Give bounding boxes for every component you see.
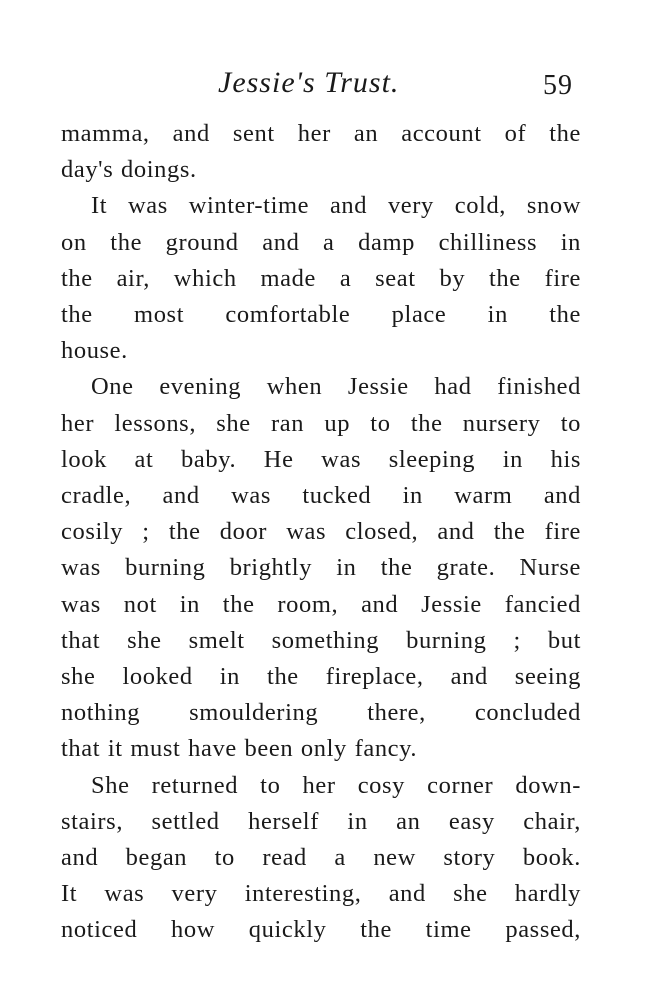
running-title: Jessie's Trust. (218, 66, 400, 99)
page-header (0, 66, 653, 106)
paragraph (61, 768, 581, 949)
text-line: cradle, and was tucked in warm and (61, 482, 581, 510)
paragraph (61, 369, 581, 767)
text-line: day's doings. (61, 156, 197, 184)
paragraph (61, 116, 581, 188)
text-line: was not in the room, and Jessie fancied (61, 590, 581, 618)
paragraph (61, 188, 581, 369)
text-line: It was very interesting, and she hardly (61, 880, 581, 908)
text-line: nothing smouldering there, concluded (61, 699, 581, 727)
text-line: stairs, settled herself in an easy chair, (61, 807, 581, 835)
text-line: the air, which made a seat by the fire (61, 264, 581, 292)
text-line: she looked in the fireplace, and seeing (61, 663, 581, 691)
text-line: mamma, and sent her an account of the (61, 120, 581, 147)
body-text (61, 116, 581, 949)
text-line: One evening when Jessie had finished (91, 373, 581, 401)
text-line: cosily ; the door was closed, and the fire (61, 518, 581, 546)
text-line: house. (61, 337, 128, 365)
text-line: on the ground and a damp chilliness in (61, 228, 581, 256)
text-line: It was winter-time and very cold, snow (91, 192, 581, 220)
text-line: and began to read a new story book. (61, 844, 581, 872)
text-line: that she smelt something burning ; but (61, 626, 581, 654)
text-line: her lessons, she ran up to the nursery to (61, 409, 581, 437)
text-line: that it must have been only fancy. (61, 735, 418, 763)
text-line: the most comfortable place in the (61, 301, 581, 329)
text-line: She returned to her cosy corner down- (91, 771, 581, 799)
text-line: look at baby. He was sleeping in his (61, 445, 581, 473)
text-line: noticed how quickly the time passed, (61, 916, 581, 944)
page-number: 59 (543, 70, 573, 101)
text-line: was burning brightly in the grate. Nurse (61, 554, 581, 582)
